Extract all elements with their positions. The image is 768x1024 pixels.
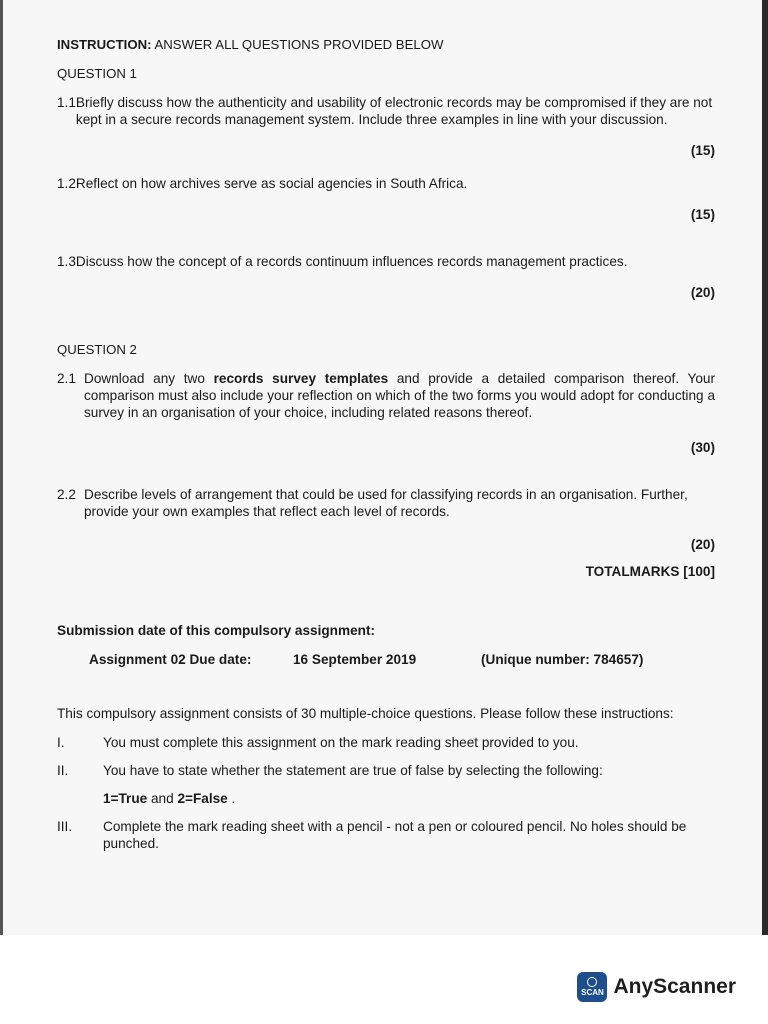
roman-numeral: III. [57, 819, 73, 834]
page-right-edge [762, 0, 768, 935]
true-label: 1=True [103, 791, 148, 806]
unique-number: (Unique number: 784657) [481, 652, 644, 667]
question-number: 2.1 [57, 371, 76, 386]
roman-numeral: II. [57, 763, 69, 778]
document-content [57, 36, 715, 852]
instruction-label: INSTRUCTION: [57, 37, 152, 52]
page-left-edge [0, 0, 3, 935]
and-text: and [147, 791, 178, 806]
assignment-label: Assignment 02 Due date: [89, 652, 252, 667]
question-1-3 [57, 253, 715, 270]
question-number: 1.3 [57, 254, 76, 269]
question-1-1 [57, 94, 715, 128]
question-1-title: QUESTION 1 [57, 66, 137, 81]
logo-text: SCAN [581, 988, 604, 997]
question-text [84, 370, 715, 421]
due-date: 16 September 2019 [293, 652, 417, 667]
question-2-2 [57, 486, 715, 520]
marks-2-2: (20) [690, 537, 715, 552]
question-text-post: and provide a detailed comparison thereof. Your comparison must also include your reflection on which of the two forms you would adopt for conducting a survey in an organisation of your choice, including related reasons thereof. [84, 371, 716, 420]
total-marks: TOTALMARKS [100] [585, 564, 715, 579]
question-number: 1.1 [57, 95, 76, 110]
end-text: . [227, 791, 236, 806]
instruction-heading [57, 36, 715, 53]
question-2-1 [57, 370, 715, 421]
anyscanner-logo-icon [577, 972, 607, 1002]
question-text-bold: records survey templates [213, 371, 389, 386]
instruction-text: Complete the mark reading sheet with a pencil - not a pen or coloured pencil. No holes should be punched. [103, 819, 687, 851]
marks-1-1: (15) [690, 143, 715, 158]
anyscanner-watermark [577, 972, 736, 1002]
question-1-2 [57, 175, 715, 192]
instruction-item-1 [57, 734, 715, 751]
question-number: 1.2 [57, 176, 76, 191]
instructions-intro: This compulsory assignment consists of 30 multiple-choice questions. Please follow these instructions: [57, 706, 674, 721]
question-number: 2.2 [57, 487, 76, 502]
question-text-pre: Download any two [84, 371, 214, 386]
marks-2-1: (30) [690, 440, 715, 455]
false-label: 2=False [177, 791, 228, 806]
due-date-line [57, 651, 715, 668]
question-2-title: QUESTION 2 [57, 342, 137, 357]
instruction-item-3 [57, 818, 715, 852]
marks-1-2: (15) [690, 207, 715, 222]
roman-numeral: I. [57, 735, 65, 750]
submission-heading: Submission date of this compulsory assignment: [57, 623, 375, 638]
instruction-text: You have to state whether the statement are true of false by selecting the following: [103, 763, 603, 778]
marks-1-3: (20) [690, 285, 715, 300]
instruction-text: You must complete this assignment on the mark reading sheet provided to you. [103, 735, 579, 750]
instruction-text: ANSWER ALL QUESTIONS PROVIDED BELOW [151, 37, 444, 52]
lens-icon [587, 977, 597, 987]
true-false-key [57, 790, 715, 807]
question-text: Describe levels of arrangement that could be used for classifying records in an organisation. Further, provide your own examples that reflect each level of records. [84, 487, 688, 519]
question-text: Reflect on how archives serve as social agencies in South Africa. [75, 176, 468, 191]
instruction-item-2 [57, 762, 715, 779]
question-text: Discuss how the concept of a records continuum influences records management practices. [75, 254, 628, 269]
question-text: Briefly discuss how the authenticity and usability of electronic records may be compromised if they are not kept in a secure records management system. Include three examples in line with your discussion. [75, 95, 713, 127]
brand-name: AnyScanner [613, 975, 736, 998]
